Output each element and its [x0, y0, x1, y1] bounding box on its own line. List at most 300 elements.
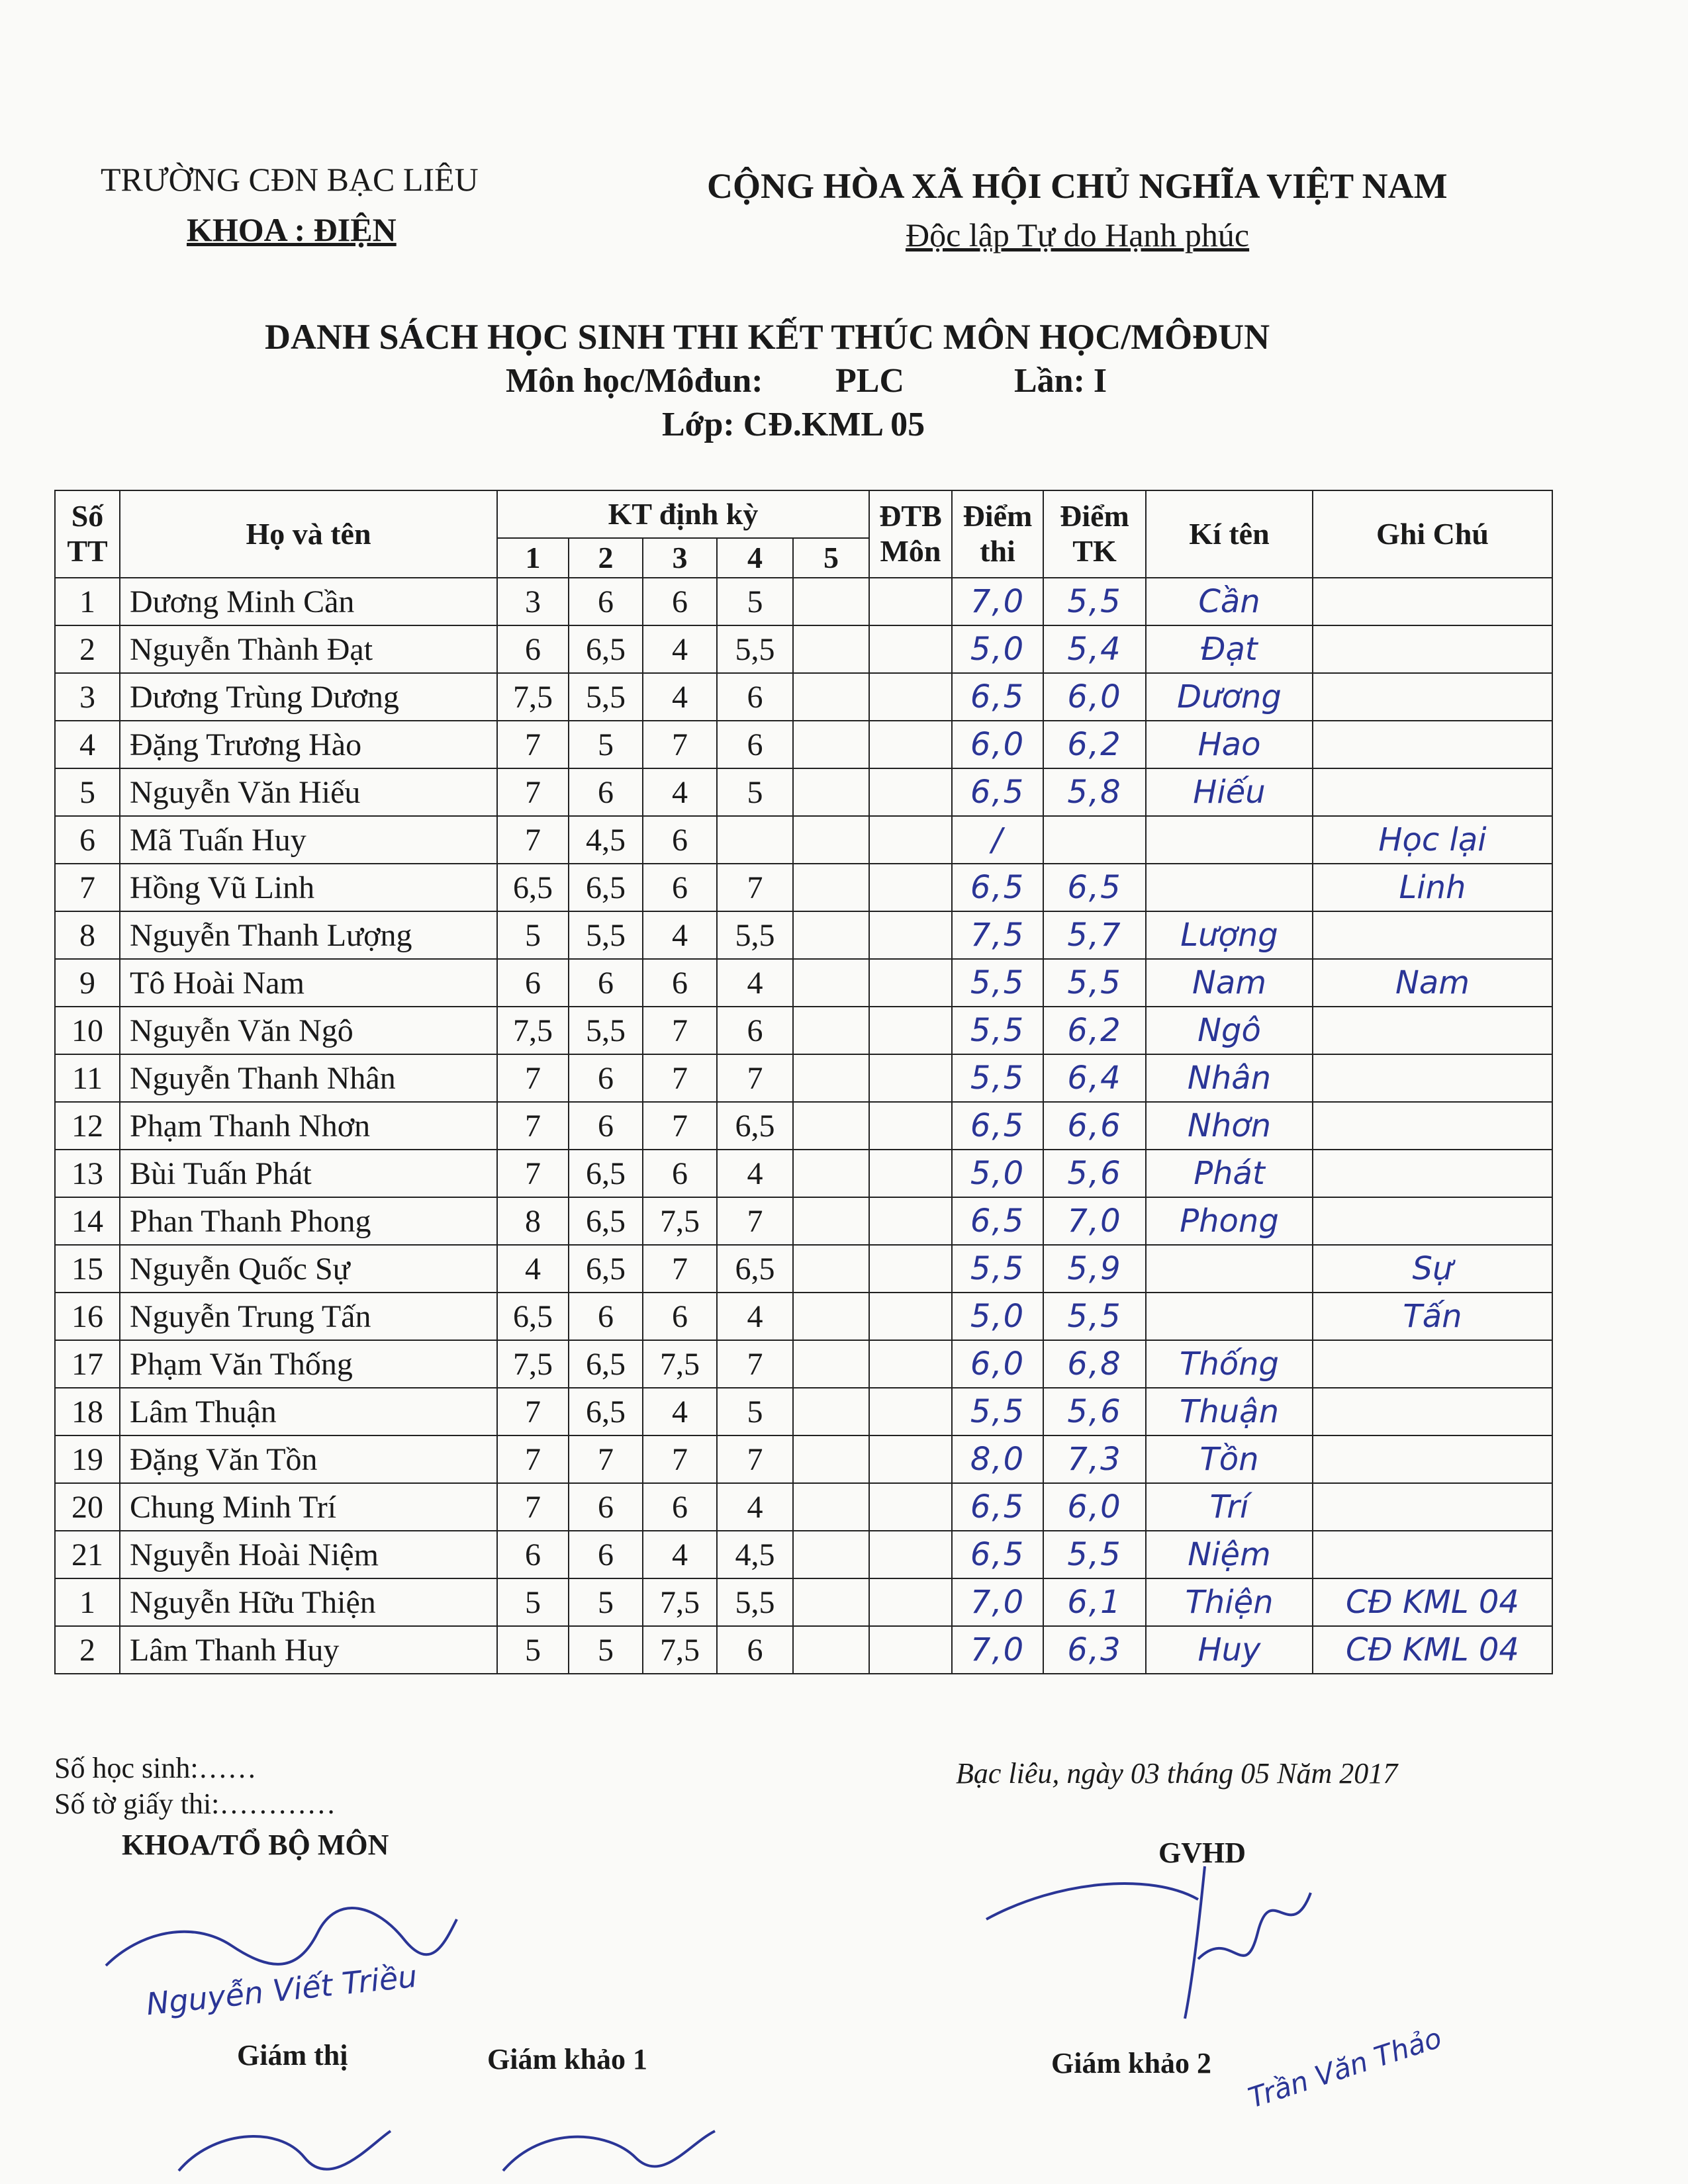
cell-k2: 5,5	[569, 911, 643, 959]
exam-score: /	[952, 816, 1043, 864]
cell-k5	[793, 1483, 869, 1531]
cell-dtb	[869, 864, 952, 911]
student-signature	[1146, 1245, 1313, 1293]
table-row	[55, 1054, 1552, 1102]
subject-label: Môn học/Môđun:	[506, 362, 763, 400]
row-number: 20	[55, 1483, 120, 1531]
table-row	[55, 1483, 1552, 1531]
document-title: DANH SÁCH HỌC SINH THI KẾT THÚC MÔN HỌC/MÔĐUN	[265, 317, 1270, 357]
student-name: Dương Minh Cần	[120, 578, 497, 625]
student-score-table	[54, 490, 1553, 1674]
cell-k3: 7	[643, 1435, 717, 1483]
note-cell: CĐ KML 04	[1313, 1578, 1552, 1626]
final-score	[1043, 816, 1146, 864]
cell-k3: 4	[643, 911, 717, 959]
note-cell: Linh	[1313, 864, 1552, 911]
cell-dtb	[869, 673, 952, 721]
cell-k3: 7	[643, 1054, 717, 1102]
student-signature: Lượng	[1146, 911, 1313, 959]
cell-k3: 6	[643, 1293, 717, 1340]
student-signature: Phong	[1146, 1197, 1313, 1245]
cell-k3: 6	[643, 959, 717, 1007]
cell-k2: 6,5	[569, 1245, 643, 1293]
note-cell	[1313, 1197, 1552, 1245]
cell-k4: 5	[717, 1388, 793, 1435]
cell-k2: 7	[569, 1435, 643, 1483]
student-name: Nguyễn Văn Ngô	[120, 1007, 497, 1054]
cell-k2: 6,5	[569, 625, 643, 673]
exam-score: 6,0	[952, 1340, 1043, 1388]
cell-dtb	[869, 1197, 952, 1245]
cell-k1: 7	[497, 721, 569, 768]
student-name: Nguyễn Quốc Sự	[120, 1245, 497, 1293]
final-score: 6,2	[1043, 1007, 1146, 1054]
table-row	[55, 1245, 1552, 1293]
col-header-final: Điểm TK	[1043, 490, 1146, 578]
cell-k1: 6,5	[497, 864, 569, 911]
exam-score: 6,5	[952, 768, 1043, 816]
cell-k1: 5	[497, 911, 569, 959]
note-cell	[1313, 1388, 1552, 1435]
cell-k4: 6	[717, 721, 793, 768]
cell-k1: 3	[497, 578, 569, 625]
student-name: Dương Trùng Dương	[120, 673, 497, 721]
cell-k1: 5	[497, 1626, 569, 1674]
student-name: Lâm Thuận	[120, 1388, 497, 1435]
row-number: 8	[55, 911, 120, 959]
note-cell	[1313, 768, 1552, 816]
cell-k5	[793, 625, 869, 673]
row-number: 16	[55, 1293, 120, 1340]
table-row	[55, 1340, 1552, 1388]
exam-score: 8,0	[952, 1435, 1043, 1483]
table-row	[55, 768, 1552, 816]
table-row	[55, 1578, 1552, 1626]
final-score: 5,5	[1043, 1531, 1146, 1578]
cell-dtb	[869, 1102, 952, 1150]
note-cell	[1313, 1007, 1552, 1054]
cell-k1: 7	[497, 1150, 569, 1197]
cell-k4: 5,5	[717, 911, 793, 959]
school-name: TRƯỜNG CĐN BẠC LIÊU	[101, 161, 479, 198]
cell-k1: 5	[497, 1578, 569, 1626]
row-number: 17	[55, 1340, 120, 1388]
student-signature: Thiện	[1146, 1578, 1313, 1626]
student-signature: Cần	[1146, 578, 1313, 625]
cell-dtb	[869, 1150, 952, 1197]
cell-k3: 7	[643, 1245, 717, 1293]
exam-score: 7,0	[952, 1578, 1043, 1626]
student-signature	[1146, 1293, 1313, 1340]
note-cell	[1313, 721, 1552, 768]
col-header-exam: Điểm thi	[952, 490, 1043, 578]
note-cell: CĐ KML 04	[1313, 1626, 1552, 1674]
row-number: 1	[55, 578, 120, 625]
cell-k3: 4	[643, 1531, 717, 1578]
table-row	[55, 578, 1552, 625]
examiner2-label: Giám khảo 2	[1051, 2047, 1212, 2079]
examiner2-handwritten-name: Trần Văn Thảo	[1244, 2021, 1446, 2115]
student-name: Phan Thanh Phong	[120, 1197, 497, 1245]
table-row	[55, 1293, 1552, 1340]
cell-dtb	[869, 1531, 952, 1578]
cell-k4: 4	[717, 1483, 793, 1531]
cell-k4: 4	[717, 1293, 793, 1340]
note-cell	[1313, 1483, 1552, 1531]
final-score: 5,5	[1043, 578, 1146, 625]
cell-k3: 7,5	[643, 1578, 717, 1626]
motto: Độc lập Tự do Hạnh phúc	[906, 216, 1250, 253]
exam-score: 5,0	[952, 1293, 1043, 1340]
cell-dtb	[869, 768, 952, 816]
student-signature: Thuận	[1146, 1388, 1313, 1435]
final-score: 5,7	[1043, 911, 1146, 959]
cell-k3: 6	[643, 864, 717, 911]
final-score: 6,0	[1043, 673, 1146, 721]
table-row	[55, 1531, 1552, 1578]
cell-k2: 5	[569, 1578, 643, 1626]
col-header-sign: Kí tên	[1146, 490, 1313, 578]
row-number: 5	[55, 768, 120, 816]
cell-k3: 6	[643, 816, 717, 864]
final-score: 5,9	[1043, 1245, 1146, 1293]
student-count: Số học sinh:……	[54, 1752, 257, 1784]
cell-k2: 6	[569, 1531, 643, 1578]
cell-k2: 6	[569, 768, 643, 816]
table-row	[55, 1435, 1552, 1483]
student-signature: Hao	[1146, 721, 1313, 768]
proctor-label: Giám thị	[237, 2039, 348, 2071]
student-name: Nguyễn Thanh Nhân	[120, 1054, 497, 1102]
cell-k2: 6	[569, 1102, 643, 1150]
cell-k1: 7	[497, 1102, 569, 1150]
cell-k3: 6	[643, 578, 717, 625]
table-row	[55, 1102, 1552, 1150]
cell-k4: 4	[717, 1150, 793, 1197]
student-signature: Ngô	[1146, 1007, 1313, 1054]
dept-label: KHOA/TỔ BỘ MÔN	[122, 1829, 389, 1861]
cell-k2: 5	[569, 1626, 643, 1674]
exam-score: 6,5	[952, 1197, 1043, 1245]
date-line: Bạc liêu, ngày 03 tháng 05 Năm 2017	[956, 1757, 1398, 1790]
cell-k3: 7,5	[643, 1340, 717, 1388]
cell-dtb	[869, 816, 952, 864]
cell-dtb	[869, 1054, 952, 1102]
final-score: 5,4	[1043, 625, 1146, 673]
cell-dtb	[869, 1007, 952, 1054]
table-row	[55, 911, 1552, 959]
cell-k3: 6	[643, 1150, 717, 1197]
cell-k4: 5,5	[717, 1578, 793, 1626]
cell-dtb	[869, 1293, 952, 1340]
cell-k2: 6,5	[569, 1388, 643, 1435]
cell-k1: 6,5	[497, 1293, 569, 1340]
final-score: 6,8	[1043, 1340, 1146, 1388]
student-name: Lâm Thanh Huy	[120, 1626, 497, 1674]
cell-k1: 8	[497, 1197, 569, 1245]
exam-score: 6,5	[952, 1531, 1043, 1578]
col-header-note: Ghi Chú	[1313, 490, 1552, 578]
bottom-signatures	[172, 2105, 900, 2184]
col-header-kt: KT định kỳ	[497, 490, 869, 538]
row-number: 19	[55, 1435, 120, 1483]
cell-k2: 6	[569, 1483, 643, 1531]
note-cell	[1313, 673, 1552, 721]
final-score: 6,1	[1043, 1578, 1146, 1626]
student-name: Bùi Tuấn Phát	[120, 1150, 497, 1197]
cell-dtb	[869, 1626, 952, 1674]
cell-k4: 7	[717, 1435, 793, 1483]
cell-k3: 7	[643, 1102, 717, 1150]
cell-dtb	[869, 1245, 952, 1293]
table-row	[55, 1150, 1552, 1197]
cell-k3: 4	[643, 1388, 717, 1435]
col-header-kt-4: 4	[717, 538, 793, 578]
student-signature: Dương	[1146, 673, 1313, 721]
row-number: 3	[55, 673, 120, 721]
row-number: 13	[55, 1150, 120, 1197]
student-signature: Huy	[1146, 1626, 1313, 1674]
student-name: Đặng Văn Tồn	[120, 1435, 497, 1483]
student-name: Nguyễn Thành Đạt	[120, 625, 497, 673]
cell-k5	[793, 1007, 869, 1054]
cell-k1: 7	[497, 1483, 569, 1531]
row-number: 12	[55, 1102, 120, 1150]
table-row	[55, 864, 1552, 911]
student-name: Nguyễn Văn Hiếu	[120, 768, 497, 816]
student-name: Tô Hoài Nam	[120, 959, 497, 1007]
cell-dtb	[869, 1388, 952, 1435]
student-name: Phạm Thanh Nhơn	[120, 1102, 497, 1150]
cell-dtb	[869, 625, 952, 673]
student-signature: Phát	[1146, 1150, 1313, 1197]
cell-k2: 6,5	[569, 1150, 643, 1197]
exam-score: 6,5	[952, 673, 1043, 721]
cell-k5	[793, 1531, 869, 1578]
student-name: Đặng Trương Hào	[120, 721, 497, 768]
cell-k1: 7	[497, 1435, 569, 1483]
cell-k5	[793, 1245, 869, 1293]
col-header-kt-5: 5	[793, 538, 869, 578]
exam-score: 6,5	[952, 1102, 1043, 1150]
cell-k2: 6	[569, 959, 643, 1007]
cell-k2: 5,5	[569, 1007, 643, 1054]
cell-k5	[793, 959, 869, 1007]
cell-k3: 7,5	[643, 1197, 717, 1245]
final-score: 6,3	[1043, 1626, 1146, 1674]
cell-dtb	[869, 1340, 952, 1388]
col-header-kt-3: 3	[643, 538, 717, 578]
final-score: 6,2	[1043, 721, 1146, 768]
cell-k4: 7	[717, 864, 793, 911]
student-signature	[1146, 816, 1313, 864]
student-signature: Nam	[1146, 959, 1313, 1007]
student-name: Nguyễn Hữu Thiện	[120, 1578, 497, 1626]
row-number: 18	[55, 1388, 120, 1435]
cell-k2: 5	[569, 721, 643, 768]
student-signature: Trí	[1146, 1483, 1313, 1531]
cell-k3: 4	[643, 625, 717, 673]
student-signature: Nhơn	[1146, 1102, 1313, 1150]
note-cell: Tấn	[1313, 1293, 1552, 1340]
row-number: 2	[55, 1626, 120, 1674]
cell-k2: 6,5	[569, 864, 643, 911]
student-name: Mã Tuấn Huy	[120, 816, 497, 864]
student-signature: Đạt	[1146, 625, 1313, 673]
cell-k3: 7	[643, 721, 717, 768]
student-signature: Niệm	[1146, 1531, 1313, 1578]
cell-k5	[793, 768, 869, 816]
cell-k3: 6	[643, 1483, 717, 1531]
table-row	[55, 1626, 1552, 1674]
cell-k4: 5	[717, 768, 793, 816]
student-signature: Tồn	[1146, 1435, 1313, 1483]
final-score: 6,0	[1043, 1483, 1146, 1531]
faculty-name: KHOA : ĐIỆN	[187, 211, 397, 248]
row-number: 4	[55, 721, 120, 768]
cell-k4: 5,5	[717, 625, 793, 673]
exam-score: 6,0	[952, 721, 1043, 768]
final-score: 5,5	[1043, 959, 1146, 1007]
cell-dtb	[869, 1578, 952, 1626]
table-row	[55, 816, 1552, 864]
row-number: 21	[55, 1531, 120, 1578]
sheet-count: Số tờ giấy thi:…………	[54, 1788, 336, 1820]
cell-k1: 7	[497, 816, 569, 864]
student-name: Phạm Văn Thống	[120, 1340, 497, 1388]
cell-k5	[793, 1102, 869, 1150]
final-score: 6,6	[1043, 1102, 1146, 1150]
republic-title: CỘNG HÒA XÃ HỘI CHỦ NGHĨA VIỆT NAM	[707, 166, 1448, 206]
cell-k4: 6,5	[717, 1245, 793, 1293]
advisor-label: GVHD	[1158, 1837, 1246, 1869]
cell-k4: 6	[717, 673, 793, 721]
cell-k2: 6	[569, 1054, 643, 1102]
cell-k3: 7	[643, 1007, 717, 1054]
cell-k4: 6	[717, 1626, 793, 1674]
cell-k1: 7,5	[497, 673, 569, 721]
exam-score: 5,5	[952, 959, 1043, 1007]
exam-score: 5,5	[952, 1054, 1043, 1102]
cell-k5	[793, 1054, 869, 1102]
student-signature: Thống	[1146, 1340, 1313, 1388]
cell-k5	[793, 1293, 869, 1340]
cell-k5	[793, 864, 869, 911]
table-row	[55, 1197, 1552, 1245]
col-header-name: Họ và tên	[120, 490, 497, 578]
cell-k1: 7	[497, 1054, 569, 1102]
student-signature: Nhân	[1146, 1054, 1313, 1102]
cell-k5	[793, 721, 869, 768]
note-cell	[1313, 625, 1552, 673]
row-number: 7	[55, 864, 120, 911]
cell-k4: 7	[717, 1197, 793, 1245]
exam-score: 5,0	[952, 625, 1043, 673]
note-cell: Học lại	[1313, 816, 1552, 864]
cell-k5	[793, 1150, 869, 1197]
note-cell: Sự	[1313, 1245, 1552, 1293]
student-name: Nguyễn Trung Tấn	[120, 1293, 497, 1340]
row-number: 6	[55, 816, 120, 864]
table-row	[55, 673, 1552, 721]
advisor-signature	[980, 1853, 1324, 2025]
table-row	[55, 1007, 1552, 1054]
row-number: 15	[55, 1245, 120, 1293]
cell-k5	[793, 1197, 869, 1245]
note-cell	[1313, 578, 1552, 625]
table-row	[55, 625, 1552, 673]
cell-k1: 6	[497, 625, 569, 673]
row-number: 9	[55, 959, 120, 1007]
exam-score: 5,5	[952, 1245, 1043, 1293]
note-cell: Nam	[1313, 959, 1552, 1007]
cell-k2: 6	[569, 578, 643, 625]
table-row	[55, 721, 1552, 768]
exam-score: 7,0	[952, 578, 1043, 625]
dept-signature	[99, 1893, 470, 1985]
col-header-stt: Số TT	[55, 490, 120, 578]
cell-k1: 6	[497, 959, 569, 1007]
cell-k5	[793, 911, 869, 959]
cell-k4: 7	[717, 1340, 793, 1388]
cell-k5	[793, 1388, 869, 1435]
col-header-kt-2: 2	[569, 538, 643, 578]
proctor-handwritten-name: Nguyễn Viết Triều	[144, 1958, 419, 2023]
cell-k4: 4,5	[717, 1531, 793, 1578]
cell-k5	[793, 1626, 869, 1674]
cell-k5	[793, 673, 869, 721]
cell-k2: 6,5	[569, 1197, 643, 1245]
note-cell	[1313, 1435, 1552, 1483]
final-score: 6,5	[1043, 864, 1146, 911]
cell-k5	[793, 816, 869, 864]
cell-dtb	[869, 911, 952, 959]
subject-value: PLC	[835, 362, 904, 400]
row-number: 2	[55, 625, 120, 673]
cell-k3: 7,5	[643, 1626, 717, 1674]
final-score: 5,6	[1043, 1150, 1146, 1197]
cell-k4: 6	[717, 1007, 793, 1054]
final-score: 6,4	[1043, 1054, 1146, 1102]
cell-dtb	[869, 1483, 952, 1531]
note-cell	[1313, 911, 1552, 959]
row-number: 10	[55, 1007, 120, 1054]
student-signature	[1146, 864, 1313, 911]
cell-k4: 6,5	[717, 1102, 793, 1150]
exam-score: 5,5	[952, 1007, 1043, 1054]
cell-k5	[793, 578, 869, 625]
exam-score: 7,0	[952, 1626, 1043, 1674]
cell-k2: 5,5	[569, 673, 643, 721]
cell-dtb	[869, 1435, 952, 1483]
cell-k1: 7	[497, 768, 569, 816]
cell-k5	[793, 1340, 869, 1388]
cell-k5	[793, 1435, 869, 1483]
cell-k4: 5	[717, 578, 793, 625]
class-label: Lớp: CĐ.KML 05	[662, 406, 925, 443]
cell-dtb	[869, 959, 952, 1007]
student-name: Hồng Vũ Linh	[120, 864, 497, 911]
row-number: 14	[55, 1197, 120, 1245]
cell-k4: 7	[717, 1054, 793, 1102]
cell-dtb	[869, 721, 952, 768]
exam-score: 6,5	[952, 1483, 1043, 1531]
student-name: Nguyễn Thanh Lượng	[120, 911, 497, 959]
table-row	[55, 1388, 1552, 1435]
exam-score: 5,5	[952, 1388, 1043, 1435]
note-cell	[1313, 1102, 1552, 1150]
cell-k1: 6	[497, 1531, 569, 1578]
